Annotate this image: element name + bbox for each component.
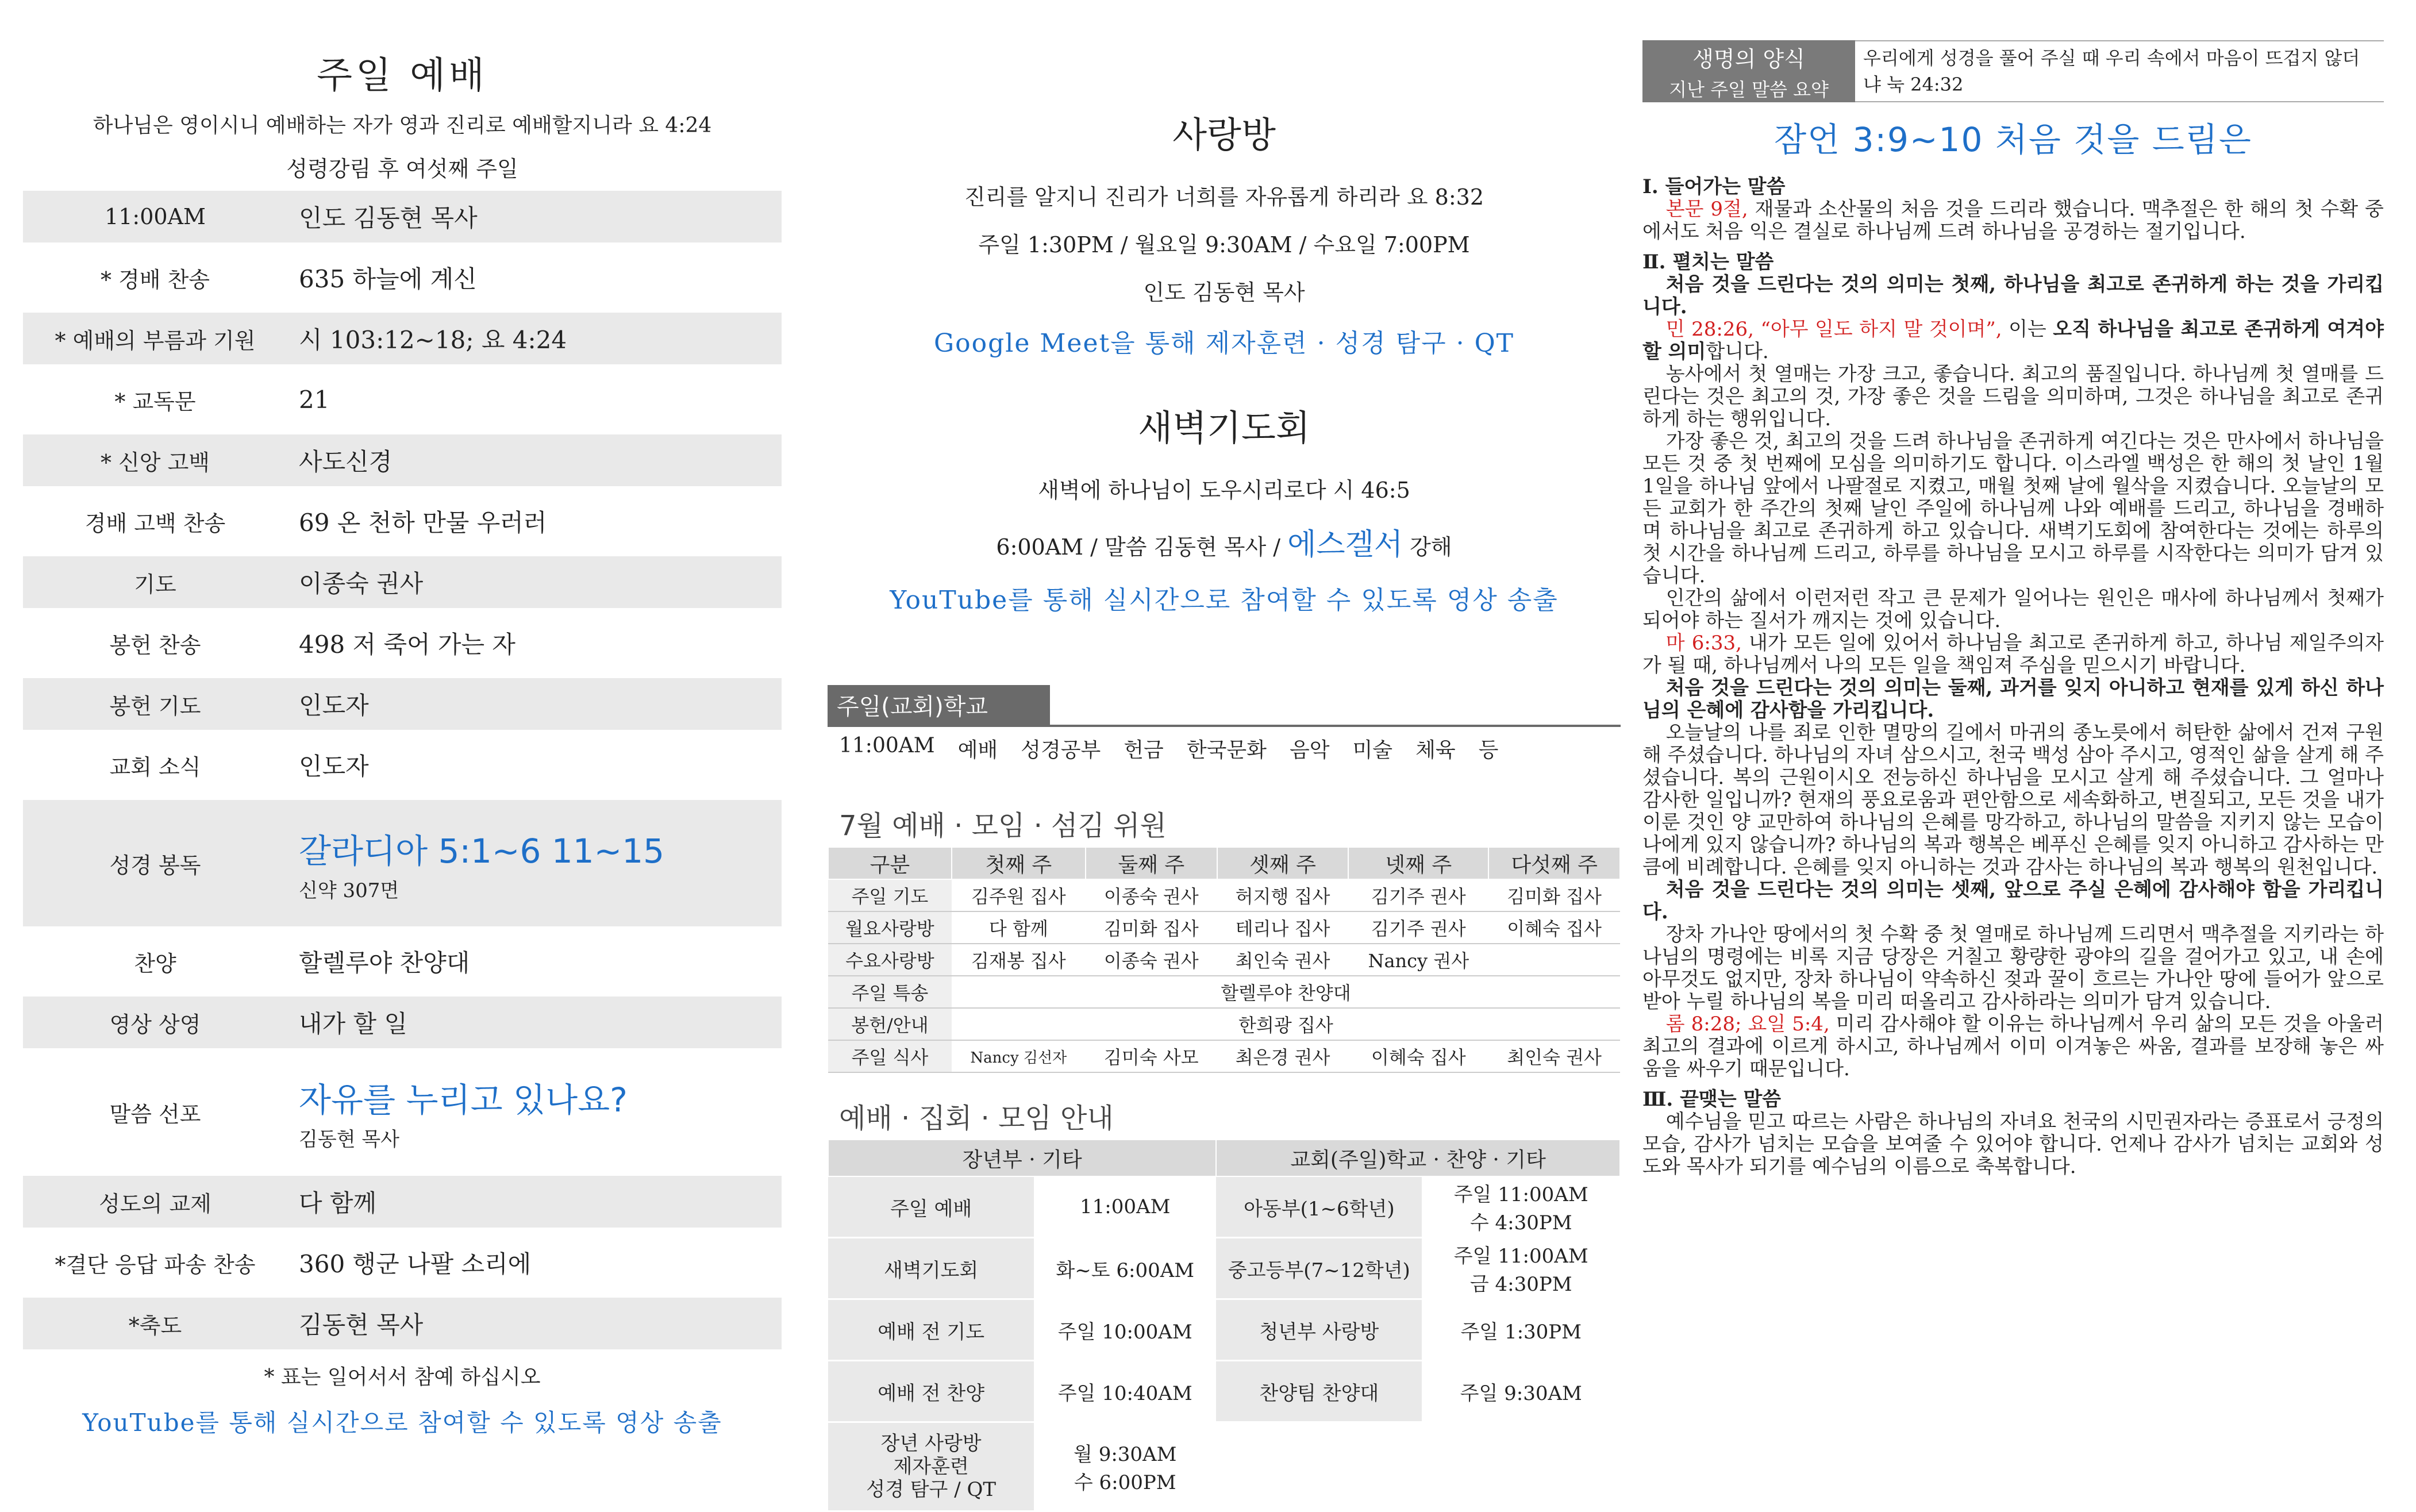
- paragraph-text: 내가 모든 일에 있어서 하나님을 최고로 존귀하게 하고, 하나님 제일주의자가 될 때, 하나님께서 나의 모든 일을 책임져 주심을 믿으시기 바랍니다.: [1642, 632, 2384, 677]
- order-label: 11:00AM: [105, 204, 206, 229]
- guide-cell: 아동부(1~6학년): [1216, 1176, 1422, 1238]
- order-value: 시 103:12~18; 요 4:24: [299, 326, 567, 354]
- order-value: 김동현 목사: [299, 1311, 424, 1339]
- section-heading: Ⅲ. 끝맺는 말씀: [1642, 1088, 1782, 1111]
- guide-cell: 청년부 사랑방: [1216, 1299, 1422, 1361]
- duty-cell: 이혜숙 집사: [1488, 911, 1620, 944]
- duty-cell: 김기주 권사: [1348, 911, 1488, 944]
- standing-note: * 표는 일어서서 참예 하십시오: [264, 1365, 541, 1389]
- order-label: 성도의 교제: [99, 1191, 211, 1217]
- duty-cell: 봉헌/안내: [828, 1008, 952, 1040]
- duty-cell: 김미화 집사: [1488, 879, 1620, 911]
- order-value: 21: [299, 385, 330, 414]
- duty-title: 7월 예배 · 모임 · 섬김 위원: [839, 810, 1167, 842]
- paragraph: 농사에서 첫 열매는 가장 크고, 좋습니다. 최고의 품질입니다. 하나님께 첫 열매를 드린다는 것은 최고의 것, 가장 좋은 것을 드림을 의미하며, 그것은 하나님을 최고로 존귀하게 하는 행위입니다.: [1642, 363, 2384, 430]
- order-row: [23, 739, 782, 800]
- sarangbang-leader: 인도 김동현 목사: [1143, 280, 1305, 305]
- order-label: * 예배의 부름과 기원: [55, 328, 256, 353]
- duty-cell: 할렐루야 찬양대: [952, 976, 1620, 1008]
- order-row: [23, 556, 782, 617]
- table-row: [828, 1238, 1620, 1299]
- duty-cell: Nancy 권사: [1348, 944, 1488, 976]
- worship-verse: 하나님은 영이시니 예배하는 자가 영과 진리로 예배할지니라 요 4:24: [93, 114, 712, 137]
- duty-cell: 허지행 집사: [1217, 879, 1349, 911]
- paragraph-text: 합니다.: [1706, 340, 1769, 363]
- order-row: [23, 678, 782, 739]
- sermon-label-title: 생명의 양식: [1692, 46, 1805, 72]
- order-value: 이종숙 권사: [299, 570, 424, 598]
- guide-cell: [1216, 1422, 1422, 1511]
- order-value: 498 저 죽어 가는 자: [299, 630, 515, 659]
- table-row: [828, 1008, 1620, 1040]
- duty-cell: 이혜숙 집사: [1348, 1040, 1488, 1072]
- paragraph: 가장 좋은 것, 최고의 것을 드려 하나님을 존귀하게 여긴다는 것은 만사에서 하나님을 모든 것 중 첫 번째에 모심을 의미하기도 합니다. 이스라엘 백성은 한 해의 첫 날인 1월 1일을 하나님 앞에서 나팔절로 지켰고, 매월 첫째 날에 월삭을 지켰습니다. 오늘날의 모든 교회가 한 주간의 첫째 날인 주일에 하나님께 나와 예배를 드리고, 하나님을 경배하며 하나님을 최고로 존귀하게 하고 있습니다. 새벽기도회에 참여한다는 것에는 하루의 첫 시간을 하나님께 드리고, 하루를 하나님을 모시고 하루를 시작한다는 의미가 담겨 있습니다.: [1642, 430, 2384, 587]
- guide-cell: 장년 사랑방 제자훈련 성경 탐구 / QT: [828, 1422, 1034, 1511]
- order-value: 인도 김동현 목사: [299, 204, 478, 232]
- key-point: 처음 것을 드린다는 것의 의미는 셋째, 앞으로 주실 은혜에 감사해야 함을 가리킵니다.: [1642, 878, 2384, 924]
- order-value: 360 행군 나팔 소리에: [299, 1250, 532, 1278]
- order-value: 인도자: [299, 752, 369, 780]
- section-heading: Ⅱ. 펼치는 말씀: [1642, 251, 1774, 274]
- order-label: * 신앙 고백: [101, 449, 210, 475]
- duty-cell: 다 함께: [952, 911, 1086, 944]
- duty-header: 다섯째 주: [1488, 847, 1620, 879]
- sermon-body: [1642, 176, 2384, 1178]
- duty-cell: 김미화 집사: [1086, 911, 1217, 944]
- guide-table: [828, 1139, 1621, 1512]
- ss-item: 성경공부: [1021, 738, 1101, 762]
- dawn-time-text: 6:00AM / 말씀 김동현 목사 /: [996, 534, 1281, 560]
- sarangbang-times: 주일 1:30PM / 월요일 9:30AM / 수요일 7:00PM: [978, 232, 1470, 257]
- order-of-worship: [23, 191, 782, 1359]
- duty-cell: 김주원 집사: [952, 879, 1086, 911]
- paragraph: [1642, 632, 2384, 677]
- sermon-summary-title: 잠언 3:9~10 처음 것을 드림은: [1774, 120, 2252, 159]
- section-heading: Ⅰ. 들어가는 말씀: [1642, 175, 1786, 198]
- sermon-summary-column: [1642, 0, 2384, 1465]
- sunday-school-items: [828, 734, 1621, 763]
- order-row: [23, 495, 782, 556]
- duty-cell: 이종숙 권사: [1086, 944, 1217, 976]
- guide-header-row: [828, 1140, 1620, 1176]
- table-row: [828, 1176, 1620, 1238]
- table-row: [828, 1422, 1620, 1511]
- guide-cell: 주일 10:40AM: [1034, 1361, 1216, 1422]
- guide-cell: 화~토 6:00AM: [1034, 1238, 1216, 1299]
- duty-cell: 주일 기도: [828, 879, 952, 911]
- order-row: [23, 617, 782, 678]
- table-row: [828, 1361, 1620, 1422]
- dawn-youtube-notice: YouTube를 통해 실시간으로 참여할 수 있도록 영상 송출: [890, 586, 1559, 615]
- guide-cell: 주일 11:00AM 금 4:30PM: [1422, 1238, 1620, 1299]
- paragraph: [1642, 1013, 2384, 1080]
- table-row: [828, 944, 1620, 976]
- sermon-label: [1642, 40, 1855, 102]
- order-row: [23, 252, 782, 313]
- sermon-preacher: 김동현 목사: [299, 1128, 400, 1151]
- ss-item: 11:00AM: [839, 734, 935, 757]
- order-value: 다 함께: [299, 1189, 377, 1217]
- ss-item: 미술: [1352, 738, 1393, 762]
- duty-cell: 이종숙 권사: [1086, 879, 1217, 911]
- order-row: [23, 1298, 782, 1359]
- order-label: 봉헌 기도: [109, 693, 201, 719]
- order-row: [23, 997, 782, 1057]
- order-value: 할렐루야 찬양대: [299, 949, 470, 977]
- order-label: *결단 응답 파송 찬송: [55, 1252, 256, 1278]
- table-row: [828, 911, 1620, 944]
- dawn-book: 에스겔서: [1287, 528, 1403, 562]
- order-label: 말씀 선포: [109, 1101, 201, 1127]
- duty-cell: 한희광 집사: [952, 1008, 1620, 1040]
- guide-cell: 주일 예배: [828, 1176, 1034, 1238]
- paragraph: 오늘날의 나를 죄로 인한 멸망의 길에서 마귀의 종노릇에서 허탄한 삶에서 건져 구원해 주셨습니다. 하나님의 자녀 삼으시고, 천국 백성 삼아 주시고, 영적인 삶을 살게 해 주셨습니다. 복의 근원이시오 전능하신 하나님을 모시고 살게 해 주셨습니다. 그 얼마나 감사한 일입니까? 현재의 풍요로움과 편안함으로 세속화하고, 변질되고, 모든 것을 내가 이룬 것인 양 교만하여 하나님의 은혜를 망각하고, 하나님의 말씀을 지키지 않는 모습이 나에게 있지 않습니까? 하나님의 복과 행복은 베푸신 은혜를 잊지 아니하고 감사하는 만큼에 비례합니다. 은혜를 잊지 아니하는 것과 감사는 하나님의 복과 행복의 원천입니다.: [1642, 721, 2384, 879]
- ss-item: 등: [1478, 738, 1499, 762]
- order-label: 기도: [134, 571, 176, 597]
- guide-header: 교회(주일)학교 · 찬양 · 기타: [1216, 1140, 1620, 1176]
- guide-cell: 예배 전 기도: [828, 1299, 1034, 1361]
- duty-cell: 수요사랑방: [828, 944, 952, 976]
- meetings-column: [828, 0, 1621, 1501]
- scripture-reading: 갈라디아 5:1~6 11~15: [299, 831, 665, 871]
- paragraph: 예수님을 믿고 따르는 사람은 하나님의 자녀요 천국의 시민권자라는 증표로서 긍정의 모습, 감사가 넘치는 모습을 보여줄 수 있어야 합니다. 언제나 감사가 넘치는 교회와 성도와 목사가 되기를 예수님의 이름으로 축복합니다.: [1642, 1110, 2384, 1178]
- order-value: 내가 할 일: [299, 1010, 407, 1038]
- order-label: 성경 봉독: [109, 852, 201, 878]
- table-row: [828, 879, 1620, 911]
- key-point: 처음 것을 드린다는 것의 의미는 첫째, 하나님을 최고로 존귀하게 하는 것을 가리킵니다.: [1642, 273, 2384, 318]
- paragraph: 장차 가나안 땅에서의 첫 수확 중 첫 열매로 하나님께 드리면서 맥추절을 지키라는 하나님의 명령에는 비록 지금 당장은 거칠고 황량한 광야의 길을 걸어가고 있고, 내 손에 아무것도 없지만, 장차 하나님이 약속하신 젖과 꿀이 흐르는 가나안 땅에 들어가 앞으로 받아 누릴 하나님의 복을 미리 떠올리고 감사하라는 의미가 담겨 있습니다.: [1642, 923, 2384, 1013]
- scripture-page: 신약 307면: [299, 879, 399, 902]
- emphasis: 오직 하나님을 최고로 존귀하게 여겨야 할 의미: [1642, 318, 2384, 363]
- order-row: [23, 313, 782, 374]
- guide-cell: 주일 11:00AM 수 4:30PM: [1422, 1176, 1620, 1238]
- sermon-label-subtitle: 지난 주일 말씀 요약: [1669, 78, 1829, 101]
- duty-header: 구분: [828, 847, 952, 879]
- order-label: 교회 소식: [109, 754, 201, 780]
- order-label: * 경배 찬송: [101, 267, 210, 293]
- paragraph: 인간의 삶에서 이런저런 작고 큰 문제가 일어나는 원인은 매사에 하나님께서 첫째가 되어야 하는 질서가 깨지는 것에 있습니다.: [1642, 587, 2384, 632]
- order-row-sermon: [23, 1057, 782, 1176]
- guide-cell: 새벽기도회: [828, 1238, 1034, 1299]
- worship-title: 주일 예배: [317, 55, 488, 97]
- order-row: [23, 936, 782, 997]
- duty-header: 첫째 주: [952, 847, 1086, 879]
- sermon-title: 자유를 누리고 있나요?: [299, 1080, 628, 1119]
- guide-cell: [1422, 1422, 1620, 1511]
- duty-header-row: [828, 847, 1620, 879]
- order-row: [23, 1237, 782, 1298]
- duty-table: [828, 847, 1621, 1073]
- guide-title: 예배 · 집회 · 모임 안내: [839, 1102, 1114, 1134]
- order-row-scripture: [23, 800, 782, 936]
- duty-header: 셋째 주: [1217, 847, 1349, 879]
- order-label: 찬양: [134, 951, 176, 976]
- guide-cell: 주일 10:00AM: [1034, 1299, 1216, 1361]
- ss-item: 헌금: [1124, 738, 1164, 762]
- paragraph: [1642, 318, 2384, 363]
- duty-cell: 김미숙 사모: [1086, 1040, 1217, 1072]
- dawn-time: [828, 520, 1621, 563]
- worship-column: [23, 0, 782, 1465]
- duty-cell: 주일 특송: [828, 976, 952, 1008]
- order-label: *축도: [128, 1313, 182, 1338]
- ss-item: 예배: [957, 738, 998, 762]
- order-value: 사도신경: [299, 448, 393, 476]
- guide-cell: 월 9:30AM 수 6:00PM: [1034, 1422, 1216, 1511]
- sermon-header-verse: 우리에게 성경을 풀어 주실 때 우리 속에서 마음이 뜨겁지 않더냐 눅 24:32: [1855, 40, 2384, 102]
- dawn-suffix: 강해: [1410, 534, 1452, 560]
- guide-cell: 11:00AM: [1034, 1176, 1216, 1238]
- table-row: [828, 976, 1620, 1008]
- sarangbang-title: 사랑방: [1172, 114, 1276, 156]
- order-label: * 교독문: [114, 388, 196, 414]
- guide-cell: 찬양팀 찬양대: [1216, 1361, 1422, 1422]
- sermon-header: [1642, 40, 2384, 102]
- dawn-prayer-title: 새벽기도회: [1138, 407, 1310, 449]
- order-value: 635 하늘에 계신: [299, 265, 477, 293]
- duty-cell: 최은경 권사: [1217, 1040, 1349, 1072]
- paragraph-text: 이는: [2002, 318, 2053, 341]
- duty-cell: 김재봉 집사: [952, 944, 1086, 976]
- order-value: 인도자: [299, 691, 369, 720]
- ss-item: 체육: [1415, 738, 1456, 762]
- duty-cell: 테리나 집사: [1217, 911, 1349, 944]
- key-point: 처음 것을 드린다는 것의 의미는 둘째, 과거를 잊지 아니하고 현재를 있게 하신 하나님의 은혜에 감사함을 가리킵니다.: [1642, 676, 2384, 722]
- sunday-school-title: 주일(교회)학교: [828, 685, 1050, 725]
- guide-cell: 중고등부(7~12학년): [1216, 1238, 1422, 1299]
- guide-cell: 주일 1:30PM: [1422, 1299, 1620, 1361]
- ss-item: 음악: [1289, 738, 1330, 762]
- youtube-notice: YouTube를 통해 실시간으로 참여할 수 있도록 영상 송출: [82, 1409, 722, 1437]
- duty-header: 넷째 주: [1348, 847, 1488, 879]
- duty-cell: [1488, 944, 1620, 976]
- duty-cell: 주일 식사: [828, 1040, 952, 1072]
- paragraph-text: 미리 감사해야 할 이유는 하나님께서 우리 삶의 모든 것을 아울러 최고의 결과에 이르게 하시고, 하나님께서 이미 이겨놓은 싸움, 결과를 보장해 놓은 싸움을 싸우기 때문입니다.: [1642, 1013, 2384, 1080]
- scripture-ref: 롬 8:28; 요일 5:4,: [1665, 1013, 1830, 1036]
- guide-cell: 주일 9:30AM: [1422, 1361, 1620, 1422]
- ss-item: 한국문화: [1186, 738, 1267, 762]
- duty-header: 둘째 주: [1086, 847, 1217, 879]
- google-meet-notice: Google Meet을 통해 제자훈련 · 성경 탐구 · QT: [933, 329, 1515, 358]
- order-row: [23, 191, 782, 252]
- order-value: 69 온 천하 만물 우러러: [299, 509, 547, 537]
- table-row: [828, 1040, 1620, 1072]
- order-label: 경배 고백 찬송: [84, 510, 226, 536]
- duty-cell: 최인숙 권사: [1488, 1040, 1620, 1072]
- order-label: 봉헌 찬송: [109, 632, 201, 658]
- sunday-school-section: [828, 685, 1621, 763]
- duty-cell: 최인숙 권사: [1217, 944, 1349, 976]
- guide-cell: 예배 전 찬양: [828, 1361, 1034, 1422]
- order-row: [23, 374, 782, 434]
- order-row: [23, 1176, 782, 1237]
- scripture-ref: 본문 9절,: [1665, 198, 1748, 221]
- paragraph-text: 재물과 소산물의 처음 것을 드리라 했습니다. 맥추절은 한 해의 첫 수확 중에서도 처음 익은 결실로 하나님께 드려 하나님을 공경하는 절기입니다.: [1642, 198, 2384, 243]
- sarangbang-verse: 진리를 알지니 진리가 너희를 자유롭게 하리라 요 8:32: [964, 184, 1484, 210]
- guide-header: 장년부 · 기타: [828, 1140, 1216, 1176]
- duty-cell: 월요사랑방: [828, 911, 952, 944]
- duty-cell: 김기주 권사: [1348, 879, 1488, 911]
- duty-cell: Nancy 김선자: [952, 1040, 1086, 1072]
- table-row: [828, 1299, 1620, 1361]
- worship-subtitle: 성령강림 후 여섯째 주일: [286, 156, 518, 182]
- scripture-ref: 민 28:26, “아무 일도 하지 말 것이며”,: [1665, 318, 2002, 341]
- order-label: 영상 상영: [109, 1011, 201, 1037]
- dawn-verse: 새벽에 하나님이 도우시리로다 시 46:5: [1038, 478, 1410, 503]
- paragraph: [1642, 198, 2384, 243]
- order-row: [23, 434, 782, 495]
- scripture-ref: 마 6:33,: [1665, 632, 1742, 655]
